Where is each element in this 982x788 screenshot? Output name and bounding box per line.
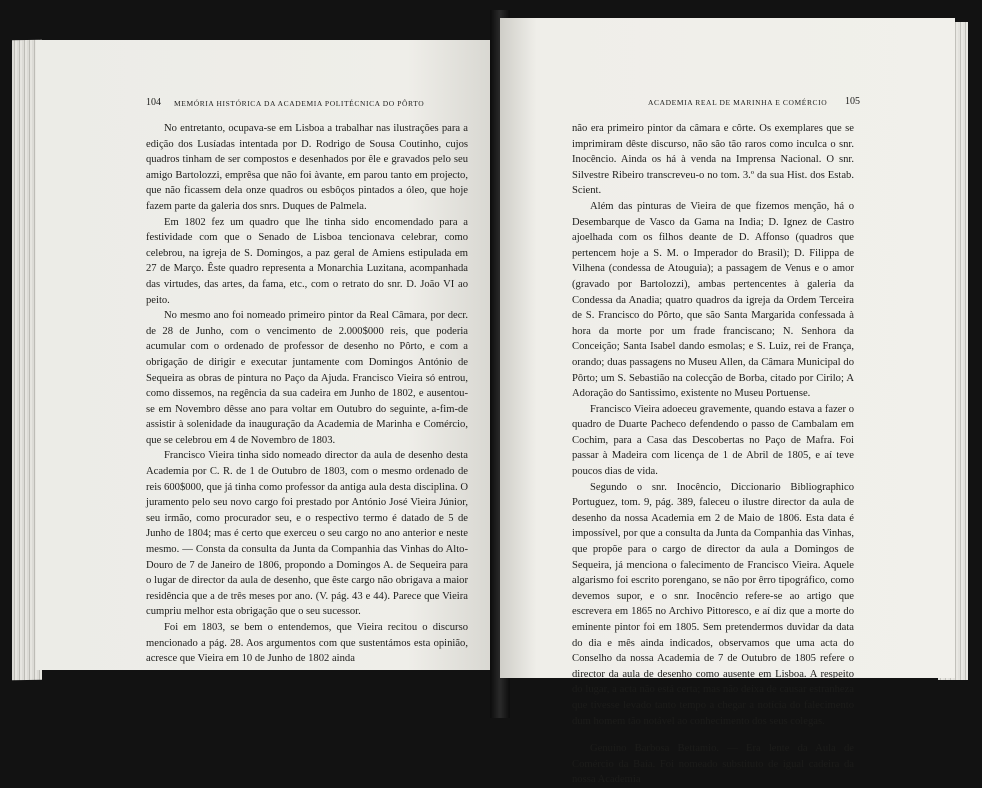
right-paragraph-2: Além das pinturas de Vieira de que fizemos menção, há o Desembarque de Vasco da Gama na India; D. Ignez de Castro ajoelhada com os filhos deante de D. Affonso (quadros que pertencem hoje a S. M. o Imperador do Brasil); D. Filippa de Vilhena (condessa de Atouguia); a passagem de Venus e o amor (gravado por Bartolozzi), ambas pertencentes à galeria da Condessa da Anadia; quatro quadros da igreja da Ordem Terceira de S. Francisco do Pôrto, que são Santa Margarida confessada à hora da morte por um frade franciscano; N. Senhora da Conceição; Santa Isabel dando esmolas; e S. Luiz, rei de França, orando; duas passagens no Museu Allen, da Câmara Municipal do Pôrto; um S. Sebastião na colecção de Borba, citado por Cirilo; A Adoração do Santissimo, existente no Museu Portuense. bbox=[572, 200, 854, 400]
left-running-head: MEMÓRIA HISTÓRICA DA ACADEMIA POLITÉCNICA DO PÔRTO bbox=[174, 99, 425, 108]
right-paragraph-1: não era primeiro pintor da câmara e côrte. Os exemplares que se imprimiram dêste discurso, não são tão raros como inculca o snr. Inocêncio. Ainda os há à venda na Imprensa Nacional. O snr. Silvestre Ribeiro transcreveu-o no tom. 3.º da sua Hist. dos Estab. Scient. bbox=[572, 123, 854, 197]
right-paragraph-3: Francisco Vieira adoeceu gravemente, quando estava a fazer o quadro de Duarte Pacheco defendendo o passo de Cambalam em Cochim, para a Casa das Descobertas no Paço de Mafra. Foi passar à Madeira com licença de 1 de Abril de 1805, e aí teve poucos dias de vida. bbox=[572, 403, 854, 478]
right-paragraph-4: Segundo o snr. Inocêncio, Diccionario Bibliographico Portuguez, tom. 9, pág. 389, faleceu o ilustre director da aula de desenho da nossa Academia em 2 de Maio de 1806. Esta data é impossível, por que a consulta da Junta da Companhia das Vinhas, que propõe para o cargo de director da aula a Domingos de Sequeira, já menciona o falecimento de Francisco Vieira. Aquele algarismo foi escrito porengano, se não por êrro tipográfico, como devemos supor, e o snr. Inocêncio refere-se ao artigo que escrevera em 1865 no Archivo Pittoresco, e aí diz que a morte do eminente pintor foi em 1805. Sem pretendermos duvidar da data do dia e mês ainda indicados, observamos que uma acta do Conselho da nossa Academia de 7 de Outubro de 1805 refere o director da aula de desenho como ausente em Lisboa. A respeito do lugar, a acta não está certa; mas não deixa de causar estranheza que tivesse levado tanto tempo a chegar a notícia do falecimento dum homem tão notável ao conhecimento dos seus colegas. bbox=[572, 481, 854, 727]
left-page-body bbox=[146, 121, 468, 667]
left-paragraph-2: Em 1802 fez um quadro que lhe tinha sido encomendado para a festividade com que o Senado de Lisboa tencionava celebrar, como celebrou, na igreja de S. Domingos, a paz geral de Amiens estipulada em 27 de Março. Êste quadro representa a Monarchia Luzitana, acompanhada das virtudes, das artes, da fama, etc., com o retrato do snr. D. João VI ao peito. bbox=[146, 216, 468, 306]
left-paragraph-3: No mesmo ano foi nomeado primeiro pintor da Real Câmara, por decr. de 28 de Junho, com o vencimento de 2.000$000 reis, que poderia acumular com o ordenado de professor de desenho no Pôrto, e com a obrigação de dirigir e executar juntamente com Domingos António de Sequeira as obras de pintura no Paço da Ajuda. Francisco Vieira só entrou, como dissemos, na regência da sua cadeira em Junho de 1802, e ausentou-se em Novembro dêsse ano para voltar em Outubro do seguinte, a-fim-de assistir à solenidade da inauguração da Academia de Marinha e Comércio, que se celebrou em 4 de Novembro de 1803. bbox=[146, 310, 468, 446]
right-page-number: 105 bbox=[845, 96, 860, 107]
right-page-body bbox=[572, 121, 854, 788]
left-page bbox=[36, 40, 501, 670]
left-paragraph-5: Foi em 1803, se bem o entendemos, que Vieira recitou o discurso mencionado a pág. 28. Aos argumentos com que sustentámos esta opinião, acresce que Vieira em 10 de Junho de 1802 ainda bbox=[146, 622, 468, 665]
right-page bbox=[500, 18, 955, 786]
right-running-head: ACADEMIA REAL DE MARINHA E COMÉRCIO bbox=[648, 98, 828, 107]
left-page-number: 104 bbox=[146, 97, 161, 108]
left-paragraph-1: No entretanto, ocupava-se em Lisboa a trabalhar nas ilustrações para a edição dos Lusíadas intentada por D. Rodrigo de Sousa Coutinho, cujos quadros tinham de ser compostos e desenhados por êle e gravados pelo seu amigo Bartolozzi, emprêsa que não foi àvante, em parou tanto em projecto, que não ficassem dela onze quadros ou esbôços pintados a óleo, que hoje fazem parte da galeria dos snrs. Duques de Palmela. bbox=[146, 123, 468, 212]
right-paragraph-5: Genuíno Barbosa Bettamio. — Era lente da Aula de Comércio da Baía. Foi nomeado substituto de igual cadeira da nossa Academia bbox=[572, 743, 854, 786]
left-paragraph-4: Francisco Vieira tinha sido nomeado director da aula de desenho desta Academia por C. R. de 1 de Outubro de 1803, com o mesmo ordenado de reis 600$000, que já tinha como professor da antiga aula desta disciplina. O juramento pelo seu novo cargo foi prestado por António José Vieira Júnior, seu irmão, como procurador seu, e o respectivo termo é datado de 5 de Junho de 1804; mas é certo que exerceu o seu cargo no ano anterior e neste mesmo. — Consta da consulta da Junta da Companhia das Vinhas do Alto-Douro de 7 de Janeiro de 1806, propondo a Domingos A. de Sequeira para o lugar de director da aula de desenho, que êste cargo não obrigava a maior residência que a de três meses por ano. (V. pág. 43 e 44). Parece que Vieira cumpriu melhor esta obrigação que o seu sucessor. bbox=[146, 450, 468, 618]
